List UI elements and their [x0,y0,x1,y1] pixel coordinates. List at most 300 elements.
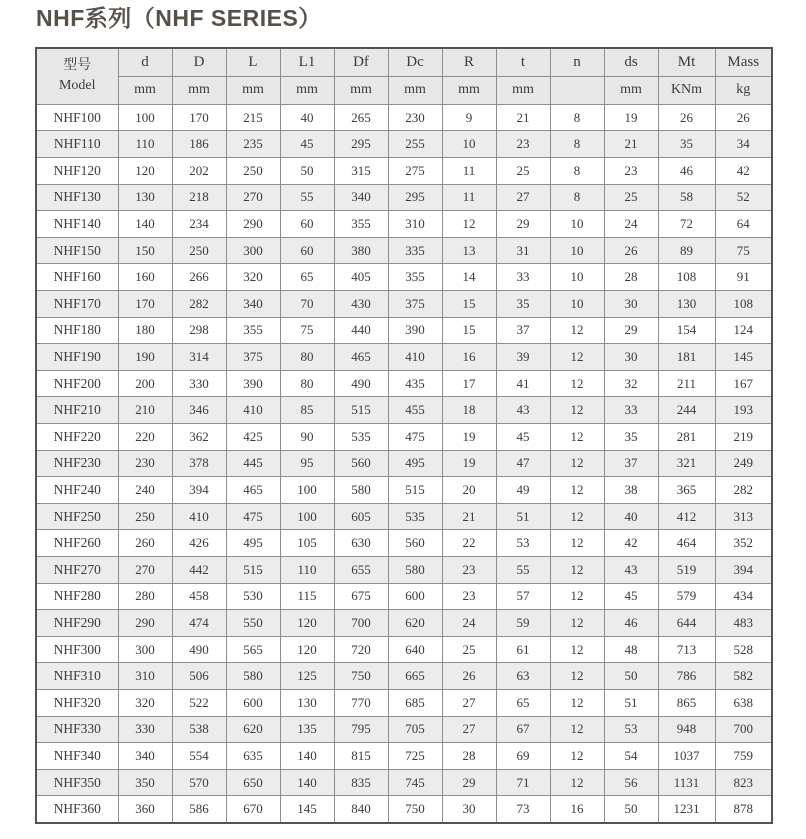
cell-t: 37 [496,317,550,344]
cell-ds: 53 [604,716,658,743]
cell-mt: 72 [658,211,715,238]
cell-ds: 38 [604,477,658,504]
cell-dc: 685 [388,689,442,716]
cell-d: 360 [118,796,172,823]
table-row [36,610,772,637]
cell-d: 250 [118,503,172,530]
cell-n: 12 [550,503,604,530]
table-row [36,264,772,291]
cell-d: 170 [118,291,172,318]
cell-d: 234 [172,211,226,238]
cell-df: 295 [334,131,388,158]
cell-l: 515 [226,556,280,583]
cell-ds: 56 [604,769,658,796]
cell-t: 63 [496,663,550,690]
cell-r: 23 [442,556,496,583]
table-row [36,211,772,238]
column-header-r: R [442,48,496,77]
cell-n: 8 [550,131,604,158]
cell-n: 8 [550,158,604,185]
column-unit-mass: kg [715,76,772,104]
cell-n: 12 [550,370,604,397]
cell-df: 700 [334,610,388,637]
cell-dc: 230 [388,104,442,131]
cell-ds: 35 [604,424,658,451]
cell-mt: 579 [658,583,715,610]
cell-d: 506 [172,663,226,690]
cell-mt: 1231 [658,796,715,823]
cell-ds: 26 [604,237,658,264]
cell-l1: 55 [280,184,334,211]
cell-mass: 352 [715,530,772,557]
cell-t: 39 [496,344,550,371]
cell-df: 840 [334,796,388,823]
cell-n: 16 [550,796,604,823]
cell-df: 770 [334,689,388,716]
cell-model: NHF190 [36,344,118,371]
cell-dc: 750 [388,796,442,823]
cell-r: 23 [442,583,496,610]
cell-dc: 580 [388,556,442,583]
cell-mass: 52 [715,184,772,211]
cell-l: 445 [226,450,280,477]
cell-l: 550 [226,610,280,637]
cell-t: 49 [496,477,550,504]
cell-mass: 394 [715,556,772,583]
cell-df: 515 [334,397,388,424]
cell-df: 630 [334,530,388,557]
cell-n: 12 [550,450,604,477]
cell-l1: 85 [280,397,334,424]
cell-l1: 100 [280,503,334,530]
cell-r: 22 [442,530,496,557]
cell-model: NHF350 [36,769,118,796]
cell-df: 580 [334,477,388,504]
cell-l: 635 [226,743,280,770]
cell-mt: 464 [658,530,715,557]
cell-r: 16 [442,344,496,371]
cell-mass: 878 [715,796,772,823]
cell-d: 290 [118,610,172,637]
cell-t: 51 [496,503,550,530]
cell-l: 475 [226,503,280,530]
table-row [36,503,772,530]
cell-r: 27 [442,689,496,716]
cell-dc: 560 [388,530,442,557]
cell-mass: 91 [715,264,772,291]
cell-l: 425 [226,424,280,451]
model-header-en: Model [58,78,96,94]
cell-df: 440 [334,317,388,344]
cell-l: 320 [226,264,280,291]
cell-model: NHF210 [36,397,118,424]
cell-l1: 80 [280,370,334,397]
cell-mt: 1131 [658,769,715,796]
cell-model: NHF160 [36,264,118,291]
cell-d: 298 [172,317,226,344]
cell-l: 355 [226,317,280,344]
cell-l: 390 [226,370,280,397]
cell-l: 600 [226,689,280,716]
table-row [36,424,772,451]
cell-ds: 28 [604,264,658,291]
column-unit-dc: mm [388,76,442,104]
table-header [36,48,772,105]
cell-model: NHF130 [36,184,118,211]
cell-model: NHF150 [36,237,118,264]
cell-dc: 355 [388,264,442,291]
cell-n: 12 [550,556,604,583]
cell-r: 20 [442,477,496,504]
cell-df: 405 [334,264,388,291]
table-row [36,636,772,663]
column-unit-d: mm [118,76,172,104]
cell-model: NHF200 [36,370,118,397]
cell-model: NHF360 [36,796,118,823]
cell-d: 110 [118,131,172,158]
cell-mt: 108 [658,264,715,291]
cell-r: 25 [442,636,496,663]
cell-mt: 154 [658,317,715,344]
cell-mt: 519 [658,556,715,583]
cell-l: 650 [226,769,280,796]
cell-ds: 19 [604,104,658,131]
cell-model: NHF310 [36,663,118,690]
cell-mass: 759 [715,743,772,770]
cell-d: 260 [118,530,172,557]
table-row [36,689,772,716]
cell-dc: 275 [388,158,442,185]
cell-mass: 145 [715,344,772,371]
cell-mass: 483 [715,610,772,637]
table-row [36,104,772,131]
cell-d: 190 [118,344,172,371]
cell-n: 12 [550,689,604,716]
cell-df: 835 [334,769,388,796]
cell-ds: 48 [604,636,658,663]
cell-r: 30 [442,796,496,823]
cell-d: 426 [172,530,226,557]
cell-mt: 26 [658,104,715,131]
cell-r: 26 [442,663,496,690]
cell-l1: 90 [280,424,334,451]
cell-mt: 46 [658,158,715,185]
cell-d: 554 [172,743,226,770]
cell-d: 570 [172,769,226,796]
cell-n: 12 [550,530,604,557]
column-unit-mt: KNm [658,76,715,104]
table-row [36,583,772,610]
cell-mass: 167 [715,370,772,397]
cell-d: 210 [118,397,172,424]
cell-model: NHF300 [36,636,118,663]
cell-t: 31 [496,237,550,264]
cell-mt: 89 [658,237,715,264]
cell-n: 12 [550,583,604,610]
cell-d: 250 [172,237,226,264]
column-unit-n [550,76,604,104]
cell-d: 150 [118,237,172,264]
column-header-ds: ds [604,48,658,77]
cell-d: 280 [118,583,172,610]
cell-df: 465 [334,344,388,371]
cell-model: NHF240 [36,477,118,504]
column-header-mass: Mass [715,48,772,77]
cell-d: 160 [118,264,172,291]
header-row-labels [36,48,772,77]
table-row [36,796,772,823]
cell-n: 12 [550,769,604,796]
cell-mt: 281 [658,424,715,451]
cell-l1: 110 [280,556,334,583]
cell-l1: 140 [280,743,334,770]
table-row [36,344,772,371]
cell-dc: 705 [388,716,442,743]
cell-r: 10 [442,131,496,158]
column-header-t: t [496,48,550,77]
cell-d: 474 [172,610,226,637]
cell-n: 10 [550,211,604,238]
table-row [36,477,772,504]
cell-df: 265 [334,104,388,131]
cell-d: 522 [172,689,226,716]
cell-d: 300 [118,636,172,663]
cell-d: 186 [172,131,226,158]
cell-d: 586 [172,796,226,823]
cell-n: 10 [550,237,604,264]
cell-r: 27 [442,716,496,743]
cell-d: 270 [118,556,172,583]
cell-d: 180 [118,317,172,344]
cell-ds: 45 [604,583,658,610]
cell-d: 362 [172,424,226,451]
cell-d: 314 [172,344,226,371]
table-row [36,317,772,344]
cell-n: 8 [550,184,604,211]
cell-ds: 30 [604,291,658,318]
cell-df: 750 [334,663,388,690]
cell-r: 12 [442,211,496,238]
cell-mt: 181 [658,344,715,371]
cell-d: 330 [118,716,172,743]
cell-l1: 65 [280,264,334,291]
cell-d: 330 [172,370,226,397]
cell-mass: 124 [715,317,772,344]
cell-mt: 786 [658,663,715,690]
cell-d: 442 [172,556,226,583]
cell-d: 130 [118,184,172,211]
cell-ds: 24 [604,211,658,238]
cell-l: 375 [226,344,280,371]
cell-mass: 64 [715,211,772,238]
cell-d: 202 [172,158,226,185]
cell-t: 27 [496,184,550,211]
cell-df: 535 [334,424,388,451]
cell-model: NHF110 [36,131,118,158]
cell-n: 12 [550,636,604,663]
cell-mass: 282 [715,477,772,504]
cell-ds: 37 [604,450,658,477]
cell-ds: 46 [604,610,658,637]
cell-t: 57 [496,583,550,610]
page-title: NHF系列（NHF SERIES） [36,5,322,31]
cell-l: 565 [226,636,280,663]
cell-r: 15 [442,317,496,344]
cell-t: 61 [496,636,550,663]
cell-mt: 58 [658,184,715,211]
cell-mass: 700 [715,716,772,743]
cell-dc: 475 [388,424,442,451]
cell-dc: 435 [388,370,442,397]
cell-model: NHF230 [36,450,118,477]
cell-model: NHF340 [36,743,118,770]
cell-dc: 620 [388,610,442,637]
cell-dc: 640 [388,636,442,663]
cell-mass: 434 [715,583,772,610]
column-header-d: D [172,48,226,77]
cell-r: 24 [442,610,496,637]
cell-ds: 29 [604,317,658,344]
column-header-model [36,48,118,105]
cell-d: 140 [118,211,172,238]
cell-ds: 30 [604,344,658,371]
cell-n: 12 [550,477,604,504]
table-row [36,556,772,583]
cell-d: 218 [172,184,226,211]
column-unit-ds: mm [604,76,658,104]
column-header-d: d [118,48,172,77]
cell-mass: 26 [715,104,772,131]
cell-l1: 100 [280,477,334,504]
cell-dc: 455 [388,397,442,424]
cell-d: 282 [172,291,226,318]
cell-r: 29 [442,769,496,796]
cell-l1: 120 [280,610,334,637]
cell-ds: 40 [604,503,658,530]
cell-mass: 193 [715,397,772,424]
cell-d: 230 [118,450,172,477]
cell-l: 620 [226,716,280,743]
cell-l1: 140 [280,769,334,796]
cell-df: 380 [334,237,388,264]
cell-ds: 54 [604,743,658,770]
cell-d: 538 [172,716,226,743]
cell-model: NHF120 [36,158,118,185]
cell-mt: 244 [658,397,715,424]
cell-t: 25 [496,158,550,185]
cell-t: 69 [496,743,550,770]
cell-l1: 115 [280,583,334,610]
cell-l1: 75 [280,317,334,344]
cell-l: 495 [226,530,280,557]
cell-model: NHF260 [36,530,118,557]
cell-n: 12 [550,397,604,424]
cell-d: 200 [118,370,172,397]
column-unit-df: mm [334,76,388,104]
column-unit-l: mm [226,76,280,104]
cell-r: 11 [442,184,496,211]
cell-mass: 75 [715,237,772,264]
cell-t: 35 [496,291,550,318]
table-row [36,397,772,424]
cell-mt: 865 [658,689,715,716]
column-unit-t: mm [496,76,550,104]
cell-dc: 665 [388,663,442,690]
cell-dc: 535 [388,503,442,530]
cell-df: 315 [334,158,388,185]
cell-n: 12 [550,317,604,344]
cell-t: 67 [496,716,550,743]
cell-r: 28 [442,743,496,770]
cell-l1: 60 [280,237,334,264]
column-header-df: Df [334,48,388,77]
cell-dc: 390 [388,317,442,344]
cell-d: 170 [172,104,226,131]
column-header-n: n [550,48,604,77]
cell-t: 71 [496,769,550,796]
cell-n: 10 [550,291,604,318]
cell-d: 266 [172,264,226,291]
cell-mt: 365 [658,477,715,504]
cell-ds: 23 [604,158,658,185]
cell-ds: 50 [604,663,658,690]
cell-l1: 120 [280,636,334,663]
column-header-l: L [226,48,280,77]
cell-df: 605 [334,503,388,530]
cell-mt: 713 [658,636,715,663]
cell-model: NHF320 [36,689,118,716]
table-row [36,530,772,557]
cell-l: 235 [226,131,280,158]
cell-l: 270 [226,184,280,211]
cell-mass: 528 [715,636,772,663]
cell-r: 9 [442,104,496,131]
cell-d: 100 [118,104,172,131]
cell-dc: 375 [388,291,442,318]
cell-t: 73 [496,796,550,823]
cell-d: 410 [172,503,226,530]
cell-model: NHF280 [36,583,118,610]
cell-d: 340 [118,743,172,770]
cell-d: 394 [172,477,226,504]
table-row [36,769,772,796]
cell-t: 43 [496,397,550,424]
header-row-units [36,76,772,104]
cell-t: 29 [496,211,550,238]
cell-n: 10 [550,264,604,291]
cell-l1: 145 [280,796,334,823]
cell-r: 21 [442,503,496,530]
table-row [36,663,772,690]
cell-dc: 495 [388,450,442,477]
cell-df: 795 [334,716,388,743]
cell-ds: 51 [604,689,658,716]
cell-t: 55 [496,556,550,583]
cell-d: 490 [172,636,226,663]
cell-r: 17 [442,370,496,397]
cell-mt: 211 [658,370,715,397]
cell-mt: 321 [658,450,715,477]
cell-mt: 1037 [658,743,715,770]
cell-dc: 310 [388,211,442,238]
column-unit-l1: mm [280,76,334,104]
cell-dc: 725 [388,743,442,770]
table-row [36,370,772,397]
cell-l1: 45 [280,131,334,158]
cell-mt: 35 [658,131,715,158]
column-header-l1: L1 [280,48,334,77]
cell-dc: 745 [388,769,442,796]
